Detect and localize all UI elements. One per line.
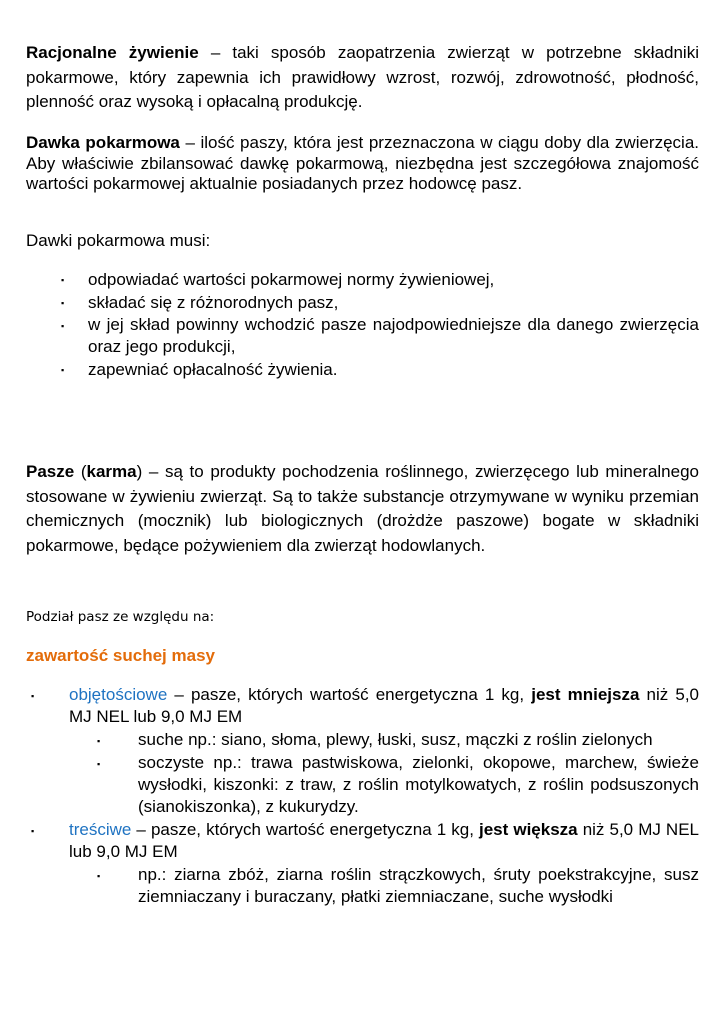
term-tresciwe: treściwe (69, 820, 132, 839)
list-item-soczyste: ▪ soczyste np.: trawa pastwiskowa, zielonki, okopowe, marchew, świeże wysłodki, kiszonki: z traw, z roślin motylkowatych, z roślin podsuszonych (sianokiszonka), z kukurydzy. (97, 753, 699, 816)
paragraph-dawka-pokarmowa (26, 133, 699, 195)
bullet-icon: ▪ (61, 365, 65, 375)
definition-racjonalne-zywienie: – taki sposób zaopatrzenia zwierząt w potrzebne składniki pokarmowe, który zapewnia ich prawidłowy wzrost, rozwój, zdrowotność, płodność, plenność oraz wysoką i opłacalną produkcję. (26, 43, 699, 111)
bullet-icon: ▪ (97, 736, 101, 746)
bullet-icon: ▪ (31, 826, 35, 836)
requirements-list (26, 268, 699, 381)
list-item: ▪ odpowiadać wartości pokarmowej normy żywieniowej, (61, 270, 495, 289)
term-objetosciowe: objętościowe (69, 685, 168, 704)
list-item-tresciwe-przyklady: ▪ np.: ziarna zbóż, ziarna roślin strączkowych, śruty poekstrakcyjne, susz ziemniaczany i buraczany, płatki ziemniaczane, suche wysłodki (97, 865, 699, 906)
list-item: ▪ zapewniać opłacalność żywienia. (61, 360, 338, 379)
bullet-icon: ▪ (61, 298, 65, 308)
list-item-tresciwe: ▪ treściwe – pasze, których wartość energetyczna 1 kg, jest większa niż 5,0 MJ NEL lub 9,0 MJ EM (31, 820, 699, 861)
paragraph-dawki-musi: Dawki pokarmowa musi: (26, 231, 211, 250)
paragraph-pasze: Pasze (karma) – są to produkty pochodzenia roślinnego, zwierzęcego lub mineralnego stosowane w żywieniu zwierząt. Są to także substancje otrzymywane w wyniku przemian chemicznych (mocznik) lub biologicznych (drożdże paszowe) bogate w składniki pokarmowe, będące pożywieniem dla zwierząt hodowlanych. (26, 462, 699, 555)
definition-dawka-pokarmowa: – ilość paszy, która jest przeznaczona w ciągu doby dla zwierzęcia. Aby właściwie zbilansować dawkę pokarmową, niezbędna jest szczegółowa znajomość wartości pokarmowej aktualnie posiadanych przez hodowcę pasz. (26, 133, 699, 193)
list-item: ▪ składać się z różnorodnych pasz, (61, 293, 339, 312)
term-pasze: Pasze (26, 462, 75, 481)
term-racjonalne-zywienie: Racjonalne żywienie (26, 43, 199, 62)
bullet-icon: ▪ (97, 759, 101, 769)
list-item: ▪ w jej skład powinny wchodzić pasze najodpowiedniejsze dla danego zwierzęcia oraz jego produkcji, (61, 315, 699, 356)
bullet-icon: ▪ (97, 871, 101, 881)
term-dawka-pokarmowa: Dawka pokarmowa (26, 133, 180, 152)
paragraph-podzial: Podział pasz ze względu na: (26, 609, 215, 625)
bullet-icon: ▪ (61, 321, 65, 331)
definition-pasze: ) – są to produkty pochodzenia roślinnego, zwierzęcego lub mineralnego stosowane w żywieniu zwierząt. Są to także substancje otrzymywane w wyniku przemian chemicznych (mocznik) lub biologicznych (drożdże paszowe) bogate w składniki pokarmowe, będące pożywieniem dla zwierząt hodowlanych. (26, 462, 699, 555)
bullet-icon: ▪ (31, 691, 35, 701)
paragraph-racjonalne-zywienie (26, 41, 699, 115)
term-karma: karma (86, 462, 137, 481)
feed-classification-list (26, 684, 699, 909)
list-item-suche: ▪ suche np.: siano, słoma, plewy, łuski, susz, mączki z roślin zielonych (97, 730, 653, 749)
bullet-icon: ▪ (61, 275, 65, 285)
list-item-objetosciowe: ▪ objętościowe – pasze, których wartość energetyczna 1 kg, jest mniejsza niż 5,0 MJ NEL lub 9,0 MJ EM (31, 685, 700, 726)
section-heading: zawartość suchej masy (26, 646, 215, 665)
